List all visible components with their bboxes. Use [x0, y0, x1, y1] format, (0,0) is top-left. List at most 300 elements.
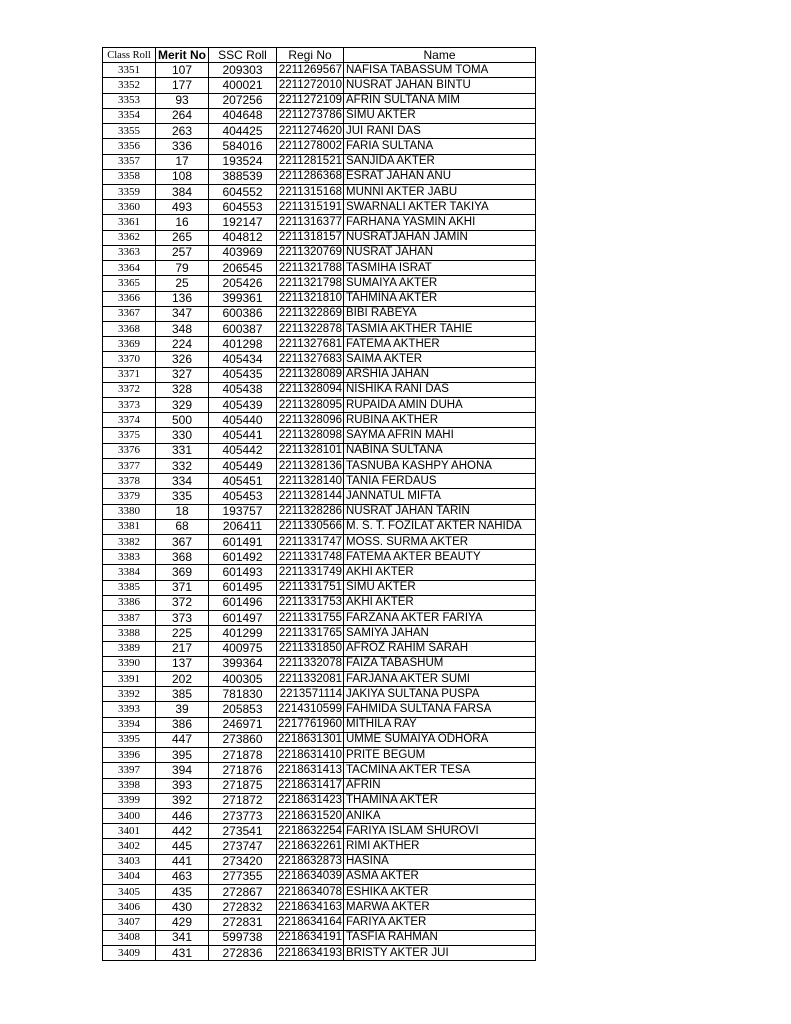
cell-ssc-roll: 273420	[209, 854, 277, 869]
cell-merit-no: 328	[156, 382, 209, 397]
table-row	[103, 869, 536, 884]
cell-ssc-roll: 601491	[209, 535, 277, 550]
cell-ssc-roll: 405453	[209, 489, 277, 504]
cell-merit-no: 463	[156, 869, 209, 884]
cell-class-roll: 3358	[103, 169, 156, 184]
table-row	[103, 793, 536, 808]
cell-name: ESHIKA AKTER	[344, 885, 536, 900]
cell-class-roll: 3375	[103, 428, 156, 443]
table-row	[103, 945, 536, 960]
cell-name: TACMINA AKTER TESA	[344, 763, 536, 778]
cell-ssc-roll: 205853	[209, 702, 277, 717]
cell-merit-no: 369	[156, 565, 209, 580]
cell-class-roll: 3354	[103, 108, 156, 123]
cell-ssc-roll: 601496	[209, 595, 277, 610]
cell-name: RIMI AKTHER	[344, 839, 536, 854]
cell-ssc-roll: 193757	[209, 504, 277, 519]
cell-ssc-roll: 405441	[209, 428, 277, 443]
header-class-roll: Class Roll	[103, 48, 156, 63]
cell-class-roll: 3374	[103, 413, 156, 428]
cell-ssc-roll: 192147	[209, 215, 277, 230]
table-row	[103, 839, 536, 854]
cell-ssc-roll: 209303	[209, 63, 277, 78]
cell-name: ANIKA	[344, 808, 536, 823]
cell-regi-no: 2218631520	[277, 808, 344, 823]
cell-class-roll: 3361	[103, 215, 156, 230]
cell-merit-no: 373	[156, 611, 209, 626]
cell-regi-no: 2218631423	[277, 793, 344, 808]
cell-merit-no: 446	[156, 808, 209, 823]
table-row	[103, 519, 536, 534]
table-row	[103, 580, 536, 595]
cell-name: PRITE BEGUM	[344, 748, 536, 763]
table-row	[103, 78, 536, 93]
table-row	[103, 139, 536, 154]
table-row	[103, 276, 536, 291]
cell-regi-no: 2211320769	[277, 245, 344, 260]
cell-merit-no: 395	[156, 748, 209, 763]
table-row	[103, 702, 536, 717]
cell-merit-no: 177	[156, 78, 209, 93]
cell-regi-no: 2218634078	[277, 885, 344, 900]
cell-ssc-roll: 403969	[209, 245, 277, 260]
cell-ssc-roll: 405440	[209, 413, 277, 428]
cell-class-roll: 3391	[103, 671, 156, 686]
cell-ssc-roll: 600387	[209, 321, 277, 336]
cell-regi-no: 2211278002	[277, 139, 344, 154]
cell-ssc-roll: 272831	[209, 915, 277, 930]
table-row	[103, 900, 536, 915]
cell-ssc-roll: 399364	[209, 656, 277, 671]
table-row	[103, 215, 536, 230]
cell-merit-no: 331	[156, 443, 209, 458]
cell-ssc-roll: 399361	[209, 291, 277, 306]
table-row	[103, 352, 536, 367]
table-row	[103, 108, 536, 123]
cell-merit-no: 371	[156, 580, 209, 595]
cell-name: MUNNI AKTER JABU	[344, 184, 536, 199]
cell-name: FARHANA YASMIN AKHI	[344, 215, 536, 230]
cell-ssc-roll: 405449	[209, 458, 277, 473]
cell-class-roll: 3409	[103, 945, 156, 960]
cell-name: FATEMA AKTER BEAUTY	[344, 550, 536, 565]
table-row	[103, 474, 536, 489]
cell-class-roll: 3384	[103, 565, 156, 580]
cell-merit-no: 441	[156, 854, 209, 869]
table-row	[103, 732, 536, 747]
cell-ssc-roll: 388539	[209, 169, 277, 184]
cell-regi-no: 2211331753	[277, 595, 344, 610]
cell-ssc-roll: 271876	[209, 763, 277, 778]
cell-name: SAIMA AKTER	[344, 352, 536, 367]
cell-class-roll: 3379	[103, 489, 156, 504]
cell-ssc-roll: 205426	[209, 276, 277, 291]
table-row	[103, 611, 536, 626]
cell-ssc-roll: 781830	[209, 687, 277, 702]
cell-name: FARZANA AKTER FARIYA	[344, 611, 536, 626]
cell-regi-no: 2211331747	[277, 535, 344, 550]
cell-ssc-roll: 272867	[209, 885, 277, 900]
cell-regi-no: 2218634163	[277, 900, 344, 915]
cell-class-roll: 3383	[103, 550, 156, 565]
cell-ssc-roll: 405439	[209, 398, 277, 413]
cell-ssc-roll: 271875	[209, 778, 277, 793]
cell-name: SUMAIYA AKTER	[344, 276, 536, 291]
cell-name: SIMU AKTER	[344, 580, 536, 595]
cell-regi-no: 2211322878	[277, 321, 344, 336]
cell-ssc-roll: 272832	[209, 900, 277, 915]
cell-class-roll: 3397	[103, 763, 156, 778]
cell-regi-no: 2211272010	[277, 78, 344, 93]
cell-regi-no: 2211328089	[277, 367, 344, 382]
cell-regi-no: 2218634191	[277, 930, 344, 945]
cell-merit-no: 217	[156, 641, 209, 656]
cell-class-roll: 3399	[103, 793, 156, 808]
cell-ssc-roll: 405442	[209, 443, 277, 458]
cell-ssc-roll: 273747	[209, 839, 277, 854]
table-row	[103, 337, 536, 352]
cell-merit-no: 107	[156, 63, 209, 78]
table-row	[103, 230, 536, 245]
cell-name: AKHI AKTER	[344, 595, 536, 610]
cell-ssc-roll: 404648	[209, 108, 277, 123]
cell-name: MITHILA RAY	[344, 717, 536, 732]
table-row	[103, 489, 536, 504]
cell-regi-no: 2211315191	[277, 200, 344, 215]
cell-class-roll: 3386	[103, 595, 156, 610]
cell-class-roll: 3380	[103, 504, 156, 519]
cell-name: JAKIYA SULTANA PUSPA	[344, 687, 536, 702]
cell-name: TANIA FERDAUS	[344, 474, 536, 489]
cell-ssc-roll: 584016	[209, 139, 277, 154]
cell-class-roll: 3369	[103, 337, 156, 352]
header-name: Name	[344, 48, 536, 63]
cell-class-roll: 3356	[103, 139, 156, 154]
cell-class-roll: 3355	[103, 124, 156, 139]
cell-name: NISHIKA RANI DAS	[344, 382, 536, 397]
cell-class-roll: 3389	[103, 641, 156, 656]
cell-name: BRISTY AKTER JUI	[344, 945, 536, 960]
header-regi-no: Regi No	[277, 48, 344, 63]
cell-regi-no: 2211328095	[277, 398, 344, 413]
table-row	[103, 93, 536, 108]
cell-merit-no: 431	[156, 945, 209, 960]
table-row	[103, 124, 536, 139]
cell-merit-no: 17	[156, 154, 209, 169]
cell-merit-no: 341	[156, 930, 209, 945]
cell-merit-no: 385	[156, 687, 209, 702]
cell-merit-no: 264	[156, 108, 209, 123]
cell-regi-no: 2211328098	[277, 428, 344, 443]
cell-regi-no: 2218634039	[277, 869, 344, 884]
cell-ssc-roll: 246971	[209, 717, 277, 732]
table-row	[103, 245, 536, 260]
table-row	[103, 200, 536, 215]
cell-ssc-roll: 401298	[209, 337, 277, 352]
cell-ssc-roll: 400305	[209, 671, 277, 686]
cell-ssc-roll: 273860	[209, 732, 277, 747]
cell-regi-no: 2218631410	[277, 748, 344, 763]
cell-name: NAFISA TABASSUM TOMA	[344, 63, 536, 78]
cell-class-roll: 3362	[103, 230, 156, 245]
table-row	[103, 854, 536, 869]
cell-merit-no: 335	[156, 489, 209, 504]
cell-regi-no: 2211331755	[277, 611, 344, 626]
cell-class-roll: 3357	[103, 154, 156, 169]
table-row	[103, 671, 536, 686]
cell-merit-no: 367	[156, 535, 209, 550]
cell-regi-no: 2213571114	[277, 687, 344, 702]
cell-class-roll: 3394	[103, 717, 156, 732]
cell-name: TAHMINA AKTER	[344, 291, 536, 306]
cell-class-roll: 3368	[103, 321, 156, 336]
cell-regi-no: 2211321810	[277, 291, 344, 306]
cell-merit-no: 447	[156, 732, 209, 747]
cell-class-roll: 3382	[103, 535, 156, 550]
cell-name: HASINA	[344, 854, 536, 869]
cell-regi-no: 2211328140	[277, 474, 344, 489]
table-row	[103, 808, 536, 823]
cell-class-roll: 3376	[103, 443, 156, 458]
cell-ssc-roll: 601493	[209, 565, 277, 580]
table-row	[103, 763, 536, 778]
cell-class-roll: 3372	[103, 382, 156, 397]
cell-name: NUSRAT JAHAN BINTU	[344, 78, 536, 93]
table-row	[103, 504, 536, 519]
cell-regi-no: 2211328096	[277, 413, 344, 428]
cell-name: MOSS. SURMA AKTER	[344, 535, 536, 550]
cell-ssc-roll: 272836	[209, 945, 277, 960]
cell-merit-no: 79	[156, 261, 209, 276]
cell-regi-no: 2218632254	[277, 824, 344, 839]
cell-regi-no: 2217761960	[277, 717, 344, 732]
cell-regi-no: 2211322869	[277, 306, 344, 321]
cell-class-roll: 3403	[103, 854, 156, 869]
cell-ssc-roll: 273773	[209, 808, 277, 823]
cell-ssc-roll: 400021	[209, 78, 277, 93]
cell-merit-no: 384	[156, 184, 209, 199]
cell-regi-no: 2211327683	[277, 352, 344, 367]
cell-class-roll: 3385	[103, 580, 156, 595]
cell-merit-no: 18	[156, 504, 209, 519]
cell-ssc-roll: 405438	[209, 382, 277, 397]
cell-class-roll: 3387	[103, 611, 156, 626]
cell-merit-no: 348	[156, 321, 209, 336]
table-row	[103, 184, 536, 199]
cell-regi-no: 2211328136	[277, 458, 344, 473]
cell-regi-no: 2218631413	[277, 763, 344, 778]
cell-regi-no: 2211328144	[277, 489, 344, 504]
table-row	[103, 154, 536, 169]
cell-class-roll: 3360	[103, 200, 156, 215]
cell-regi-no: 2211274620	[277, 124, 344, 139]
cell-name: AFRIN SULTANA MIM	[344, 93, 536, 108]
cell-merit-no: 263	[156, 124, 209, 139]
cell-class-roll: 3367	[103, 306, 156, 321]
cell-regi-no: 2211330566	[277, 519, 344, 534]
cell-class-roll: 3398	[103, 778, 156, 793]
cell-name: MARWA AKTER	[344, 900, 536, 915]
cell-ssc-roll: 404812	[209, 230, 277, 245]
table-row	[103, 428, 536, 443]
cell-regi-no: 2211328094	[277, 382, 344, 397]
cell-name: SAYMA AFRIN MAHI	[344, 428, 536, 443]
table-row	[103, 382, 536, 397]
cell-ssc-roll: 271872	[209, 793, 277, 808]
cell-name: ARSHIA JAHAN	[344, 367, 536, 382]
cell-name: RUPAIDA AMIN DUHA	[344, 398, 536, 413]
cell-name: NUSRATJAHAN JAMIN	[344, 230, 536, 245]
cell-class-roll: 3404	[103, 869, 156, 884]
cell-name: M. S. T. FOZILAT AKTER NAHIDA	[344, 519, 536, 534]
cell-regi-no: 2211331749	[277, 565, 344, 580]
table-row	[103, 778, 536, 793]
cell-name: AFROZ RAHIM SARAH	[344, 641, 536, 656]
cell-name: NUSRAT JAHAN	[344, 245, 536, 260]
cell-name: TASFIA RAHMAN	[344, 930, 536, 945]
cell-merit-no: 265	[156, 230, 209, 245]
table-row	[103, 930, 536, 945]
cell-class-roll: 3364	[103, 261, 156, 276]
table-row	[103, 641, 536, 656]
cell-regi-no: 2211269567	[277, 63, 344, 78]
cell-class-roll: 3401	[103, 824, 156, 839]
cell-merit-no: 430	[156, 900, 209, 915]
cell-merit-no: 225	[156, 626, 209, 641]
cell-merit-no: 25	[156, 276, 209, 291]
cell-class-roll: 3365	[103, 276, 156, 291]
cell-regi-no: 2211321788	[277, 261, 344, 276]
cell-class-roll: 3352	[103, 78, 156, 93]
cell-name: FAHMIDA SULTANA FARSA	[344, 702, 536, 717]
cell-name: AFRIN	[344, 778, 536, 793]
cell-class-roll: 3400	[103, 808, 156, 823]
cell-class-roll: 3408	[103, 930, 156, 945]
cell-class-roll: 3373	[103, 398, 156, 413]
cell-class-roll: 3366	[103, 291, 156, 306]
cell-name: JUI RANI DAS	[344, 124, 536, 139]
table-row	[103, 169, 536, 184]
cell-class-roll: 3407	[103, 915, 156, 930]
cell-merit-no: 372	[156, 595, 209, 610]
cell-merit-no: 386	[156, 717, 209, 732]
table-row	[103, 824, 536, 839]
cell-merit-no: 327	[156, 367, 209, 382]
cell-class-roll: 3388	[103, 626, 156, 641]
cell-class-roll: 3359	[103, 184, 156, 199]
cell-regi-no: 2211281521	[277, 154, 344, 169]
cell-name: NUSRAT JAHAN TARIN	[344, 504, 536, 519]
cell-regi-no: 2211332081	[277, 671, 344, 686]
cell-class-roll: 3381	[103, 519, 156, 534]
cell-regi-no: 2211331765	[277, 626, 344, 641]
cell-merit-no: 442	[156, 824, 209, 839]
cell-merit-no: 16	[156, 215, 209, 230]
table-row	[103, 885, 536, 900]
cell-merit-no: 326	[156, 352, 209, 367]
cell-regi-no: 2218632261	[277, 839, 344, 854]
cell-merit-no: 368	[156, 550, 209, 565]
cell-merit-no: 137	[156, 656, 209, 671]
cell-class-roll: 3363	[103, 245, 156, 260]
cell-merit-no: 392	[156, 793, 209, 808]
cell-merit-no: 257	[156, 245, 209, 260]
cell-regi-no: 2214310599	[277, 702, 344, 717]
table-row	[103, 717, 536, 732]
cell-class-roll: 3396	[103, 748, 156, 763]
table-row	[103, 656, 536, 671]
cell-regi-no: 2211328286	[277, 504, 344, 519]
cell-class-roll: 3351	[103, 63, 156, 78]
cell-name: SAMIYA JAHAN	[344, 626, 536, 641]
cell-name: UMME SUMAIYA ODHORA	[344, 732, 536, 747]
cell-regi-no: 2211273786	[277, 108, 344, 123]
cell-regi-no: 2211328101	[277, 443, 344, 458]
cell-regi-no: 2211315168	[277, 184, 344, 199]
cell-ssc-roll: 601492	[209, 550, 277, 565]
cell-ssc-roll: 601495	[209, 580, 277, 595]
cell-regi-no: 2211331748	[277, 550, 344, 565]
table-row	[103, 595, 536, 610]
cell-name: FAIZA TABASHUM	[344, 656, 536, 671]
cell-name: FARIA SULTANA	[344, 139, 536, 154]
cell-name: FARJANA AKTER SUMI	[344, 671, 536, 686]
cell-merit-no: 68	[156, 519, 209, 534]
cell-regi-no: 2211316377	[277, 215, 344, 230]
cell-regi-no: 2211321798	[277, 276, 344, 291]
cell-class-roll: 3392	[103, 687, 156, 702]
cell-merit-no: 224	[156, 337, 209, 352]
table-row	[103, 443, 536, 458]
cell-ssc-roll: 600386	[209, 306, 277, 321]
table-body	[103, 63, 536, 961]
cell-ssc-roll: 405451	[209, 474, 277, 489]
cell-name: TASNUBA KASHPY AHONA	[344, 458, 536, 473]
cell-regi-no: 2211332078	[277, 656, 344, 671]
cell-class-roll: 3371	[103, 367, 156, 382]
cell-ssc-roll: 404425	[209, 124, 277, 139]
cell-class-roll: 3390	[103, 656, 156, 671]
cell-class-roll: 3377	[103, 458, 156, 473]
table-row	[103, 748, 536, 763]
cell-merit-no: 445	[156, 839, 209, 854]
table-row	[103, 626, 536, 641]
cell-merit-no: 393	[156, 778, 209, 793]
cell-name: AKHI AKTER	[344, 565, 536, 580]
cell-regi-no: 2211331850	[277, 641, 344, 656]
cell-name: ESRAT JAHAN ANU	[344, 169, 536, 184]
cell-ssc-roll: 401299	[209, 626, 277, 641]
cell-regi-no: 2218631301	[277, 732, 344, 747]
cell-class-roll: 3405	[103, 885, 156, 900]
cell-merit-no: 136	[156, 291, 209, 306]
cell-regi-no: 2211272109	[277, 93, 344, 108]
cell-name: ASMA AKTER	[344, 869, 536, 884]
cell-name: SWARNALI AKTER TAKIYA	[344, 200, 536, 215]
cell-ssc-roll: 400975	[209, 641, 277, 656]
cell-regi-no: 2211286368	[277, 169, 344, 184]
table-row	[103, 291, 536, 306]
cell-ssc-roll: 405434	[209, 352, 277, 367]
cell-merit-no: 394	[156, 763, 209, 778]
cell-merit-no: 329	[156, 398, 209, 413]
cell-regi-no: 2211331751	[277, 580, 344, 595]
table-row	[103, 398, 536, 413]
table-row	[103, 321, 536, 336]
cell-name: SIMU AKTER	[344, 108, 536, 123]
cell-regi-no: 2218634164	[277, 915, 344, 930]
cell-class-roll: 3378	[103, 474, 156, 489]
